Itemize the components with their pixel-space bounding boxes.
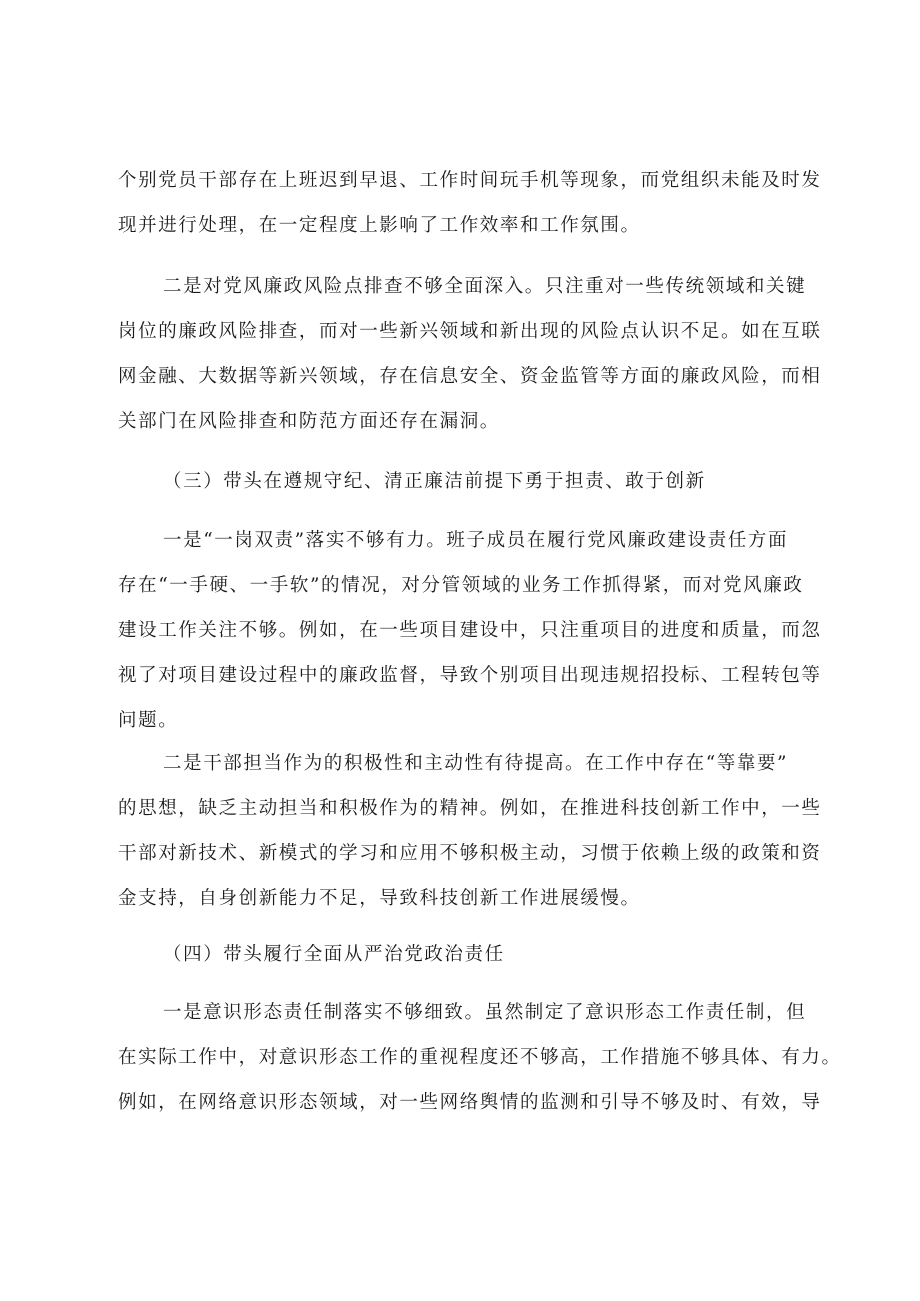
paragraph-cadre-initiative — [118, 741, 822, 921]
heading-text: （三）带头在遵规守纪、清正廉洁前提下勇于担责、敢于创新 — [163, 471, 706, 492]
heading-text: （四）带头履行全面从严治党政治责任 — [163, 944, 505, 965]
text-line: 一是意识形态责任制落实不够细致。虽然制定了意识形态工作责任制，但 — [163, 1002, 807, 1023]
text-line: 例如，在网络意识形态领域，对一些网络舆情的监测和引导不够及时、有效，导 — [118, 1092, 822, 1113]
text-line: 建设工作关注不够。例如，在一些项目建设中，只注重项目的进度和质量，而忽 — [118, 620, 822, 641]
text-line: 现并进行处理，在一定程度上影响了工作效率和工作氛围。 — [118, 215, 641, 236]
paragraph-one-post-two-duties — [118, 518, 822, 743]
text-line: 网金融、大数据等新兴领域，存在信息安全、资金监管等方面的廉政风险，而相 — [118, 366, 822, 387]
text-line: 二是对党风廉政风险点排查不够全面深入。只注重对一些传统领域和关键 — [163, 276, 807, 297]
paragraph-continuation — [118, 158, 822, 248]
text-line: 二是干部担当作为的积极性和主动性有待提高。在工作中存在“等靠要” — [163, 753, 789, 774]
text-line: 个别党员干部存在上班迟到早退、工作时间玩手机等现象，而党组织未能及时发 — [118, 170, 822, 191]
text-line: 一是“一岗双责”落实不够有力。班子成员在履行党风廉政建设责任方面 — [163, 530, 789, 551]
text-line: 在实际工作中，对意识形态工作的重视程度还不够高，工作措施不够具体、有力。 — [118, 1047, 842, 1068]
paragraph-risk-check — [118, 264, 822, 444]
text-line: 存在“一手硬、一手软”的情况，对分管领域的业务工作抓得紧，而对党风廉政 — [118, 575, 804, 596]
text-line: 金支持，自身创新能力不足，导致科技创新工作进展缓慢。 — [118, 888, 641, 909]
text-line: 干部对新技术、新模式的学习和应用不够积极主动，习惯于依赖上级的政策和资 — [118, 843, 822, 864]
text-line: 的思想，缺乏主动担当和积极作为的精神。例如，在推进科技创新工作中，一些 — [118, 798, 822, 819]
text-line: 岗位的廉政风险排查，而对一些新兴领域和新出现的风险点认识不足。如在互联 — [118, 321, 822, 342]
section-heading-4 — [118, 932, 814, 977]
text-line: 视了对项目建设过程中的廉政监督，导致个别项目出现违规招投标、工程转包等 — [118, 665, 822, 686]
section-heading-3 — [118, 459, 814, 504]
text-line: 关部门在风险排查和防范方面还存在漏洞。 — [118, 411, 500, 432]
text-line: 问题。 — [118, 710, 179, 731]
paragraph-ideology-responsibility — [118, 990, 842, 1125]
